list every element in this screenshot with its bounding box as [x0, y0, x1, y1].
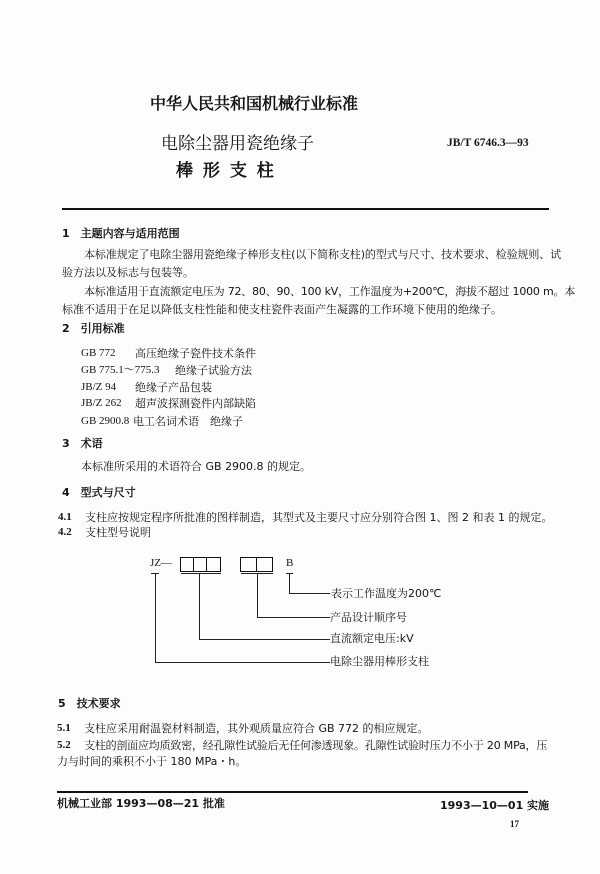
- reference-title: 电工名词术语 绝缘子: [133, 415, 243, 428]
- code-box: [180, 557, 194, 572]
- section-5-heading: 5 技术要求: [58, 697, 121, 710]
- diagram-label: 直流额定电压:kV: [330, 632, 414, 645]
- leader-line: [199, 639, 330, 640]
- clause-number: 4.1: [58, 511, 72, 523]
- leader-line: [257, 574, 258, 617]
- leader-line: [257, 617, 330, 618]
- reference-title: 绝缘子产品包装: [135, 381, 212, 394]
- document-title: 电除尘器用瓷绝缘子: [161, 134, 314, 154]
- reference-title: 超声波探测瓷件内部缺陷: [135, 397, 256, 410]
- leader-line: [289, 574, 290, 593]
- section-1-line: 本标准适用于直流额定电压为 72、80、90、100 kV，工作温度为+200℃，海拔不超过 1000 m。本: [84, 285, 576, 298]
- standard-category: 中华人民共和国机械行业标准: [150, 94, 359, 113]
- section-2-heading: 2 引用标准: [62, 322, 125, 335]
- clause-5-2-text: 支柱的剖面应均质致密，经孔隙性试验后无任何渗透现象。孔隙性试验时压力不小于 20 MPa，压: [84, 739, 548, 752]
- reference-code: JB/Z 262: [81, 397, 122, 409]
- clause-number: 5.1: [57, 722, 71, 734]
- reference-code: GB 775.1～775.3: [81, 364, 160, 376]
- header-rule: [62, 208, 549, 210]
- document-subtitle: 棒 形 支 柱: [176, 161, 276, 181]
- leader-line: [181, 573, 221, 574]
- model-prefix: JZ—: [150, 557, 172, 569]
- page-number: 17: [510, 819, 519, 829]
- leader-line: [199, 574, 200, 639]
- clause-4-1-text: 支柱应按规定程序所批准的图样制造，其型式及主要尺寸应分别符合图 1、图 2 和表 1 的规定。: [85, 511, 553, 524]
- section-1-line: 标准不适用于在足以降低支柱性能和使支柱瓷件表面产生凝露的工作环境下使用的绝缘子。: [62, 303, 502, 316]
- approval-date: 机械工业部 1993—08—21 批准: [57, 797, 225, 810]
- diagram-label: 产品设计顺序号: [330, 611, 407, 624]
- reference-code: GB 2900.8: [81, 415, 130, 427]
- diagram-label: 电除尘器用棒形支柱: [330, 655, 429, 668]
- model-suffix: B: [286, 557, 294, 569]
- code-box: [193, 557, 207, 572]
- code-box: [240, 557, 257, 572]
- reference-code: GB 772: [81, 347, 116, 359]
- clause-number: 4.2: [58, 526, 72, 538]
- section-3-heading: 3 术语: [62, 437, 103, 450]
- clause-number: 5.2: [57, 739, 71, 751]
- leader-line: [289, 593, 330, 594]
- reference-title: 绝缘子试验方法: [175, 364, 252, 377]
- code-box: [206, 557, 221, 572]
- clause-4-2-text: 支柱型号说明: [85, 526, 151, 539]
- leader-line: [155, 662, 330, 663]
- reference-code: JB/Z 94: [81, 381, 117, 393]
- effective-date: 1993—10—01 实施: [440, 799, 550, 812]
- diagram-label: 表示工作温度为200℃: [331, 587, 442, 600]
- clause-5-1-text: 支柱应采用耐温瓷材料制造，其外观质量应符合 GB 772 的相应规定。: [84, 722, 429, 735]
- footer-rule: [57, 791, 528, 793]
- leader-line: [155, 574, 156, 662]
- code-box: [256, 557, 273, 572]
- reference-title: 高压绝缘子瓷件技术条件: [135, 347, 256, 360]
- section-4-heading: 4 型式与尺寸: [62, 486, 136, 499]
- standard-code: JB/T 6746.3—93: [447, 137, 529, 149]
- section-1-heading: 1 主题内容与适用范围: [62, 227, 180, 240]
- section-1-line: 本标准规定了电除尘器用瓷绝缘子棒形支柱(以下简称支柱)的型式与尺寸、技术要求、检验规则、试: [84, 248, 562, 261]
- section-1-line: 验方法以及标志与包装等。: [62, 266, 194, 279]
- clause-5-2-text: 力与时间的乘积不小于 180 MPa・h。: [57, 755, 247, 768]
- section-3-text: 本标准所采用的术语符合 GB 2900.8 的规定。: [81, 460, 312, 473]
